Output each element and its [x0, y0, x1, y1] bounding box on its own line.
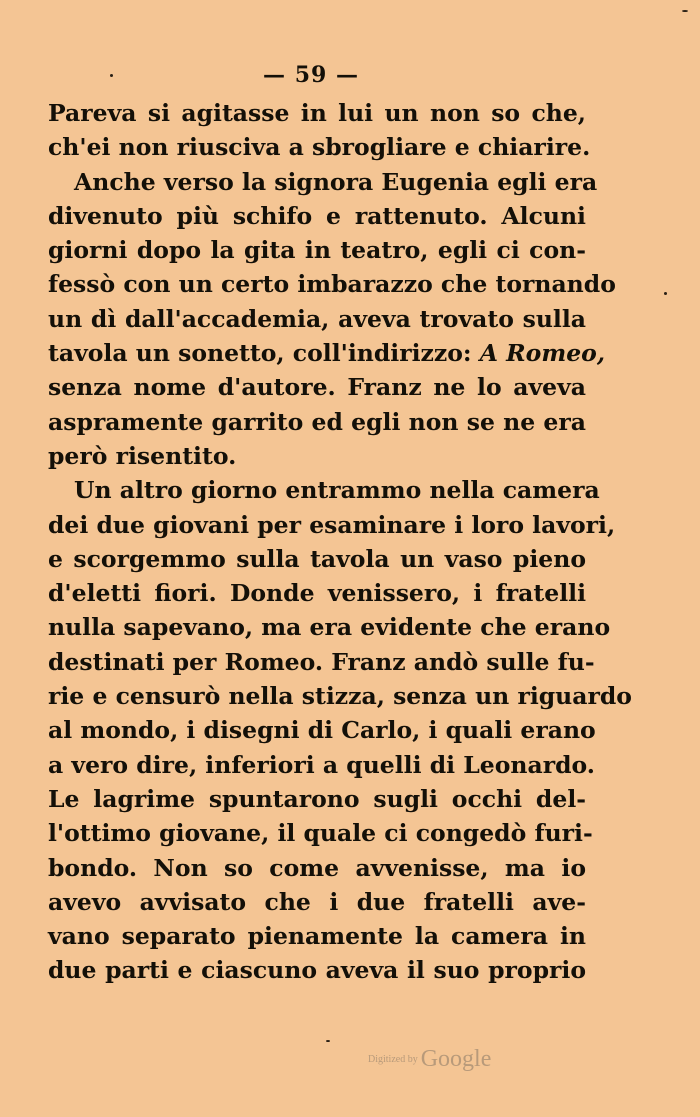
text-line: al mondo, i disegni di Carlo, i quali erano — [48, 716, 596, 745]
text-line: nulla sapevano, ma era evidente che erano — [48, 613, 611, 642]
text-line: senza nome d'autore. Franz ne lo aveva — [48, 373, 586, 402]
text-line: Le lagrime spuntarono sugli occhi del- — [48, 784, 586, 813]
text-line: due parti e ciascuno aveva il suo proprio — [48, 956, 586, 985]
ink-speck — [682, 10, 688, 12]
ink-speck — [326, 1040, 330, 1042]
ink-speck — [110, 74, 113, 77]
text-line: a vero dire, inferiori a quelli di Leonardo. — [48, 750, 595, 779]
text-line: destinati per Romeo. Franz andò sulle fu- — [48, 647, 595, 676]
text-line: dei due giovani per esaminare i loro lavori, — [48, 510, 616, 539]
text-line: però risentito. — [48, 441, 237, 470]
text-line: rie e censurò nella stizza, senza un riguardo — [48, 682, 632, 711]
text-line: d'eletti fiori. Donde venissero, i fratelli — [48, 579, 586, 608]
italic-title: A Romeo, — [479, 339, 606, 368]
google-watermark — [368, 1046, 491, 1073]
text-line: l'ottimo giovane, il quale ci congedò furi- — [48, 819, 593, 848]
page-number: — 59 — — [263, 62, 359, 88]
text-line-segment: tavola un sonetto, coll'indirizzo: — [48, 339, 480, 368]
text-line — [48, 336, 606, 370]
text-line: Pareva si agitasse in lui un non so che, — [48, 99, 586, 127]
watermark-caption: Digitized by — [368, 1054, 418, 1065]
text-line: bondo. Non so come avvenisse, ma io — [48, 853, 586, 882]
ink-speck — [664, 292, 667, 295]
text-line: ch'ei non riusciva a sbrogliare e chiarire. — [48, 133, 591, 162]
text-line: un dì dall'accademia, aveva trovato sulla — [48, 304, 586, 333]
text-line: fessò con un certo imbarazzo che tornando — [48, 270, 616, 299]
text-line: Un altro giorno entrammo nella camera — [74, 476, 600, 505]
text-line: divenuto più schifo e rattenuto. Alcuni — [48, 201, 586, 230]
text-line: vano separato pienamente la camera in — [48, 922, 586, 951]
text-line: e scorgemmo sulla tavola un vaso pieno — [48, 544, 586, 573]
text-line: aspramente garrito ed egli non se ne era — [48, 407, 586, 436]
google-logo: Google — [420, 1046, 492, 1072]
text-line: giorni dopo la gita in teatro, egli ci con- — [48, 236, 586, 265]
text-line: Anche verso la signora Eugenia egli era — [74, 167, 598, 196]
body-text — [48, 96, 632, 988]
text-line: avevo avvisato che i due fratelli ave- — [48, 887, 586, 916]
